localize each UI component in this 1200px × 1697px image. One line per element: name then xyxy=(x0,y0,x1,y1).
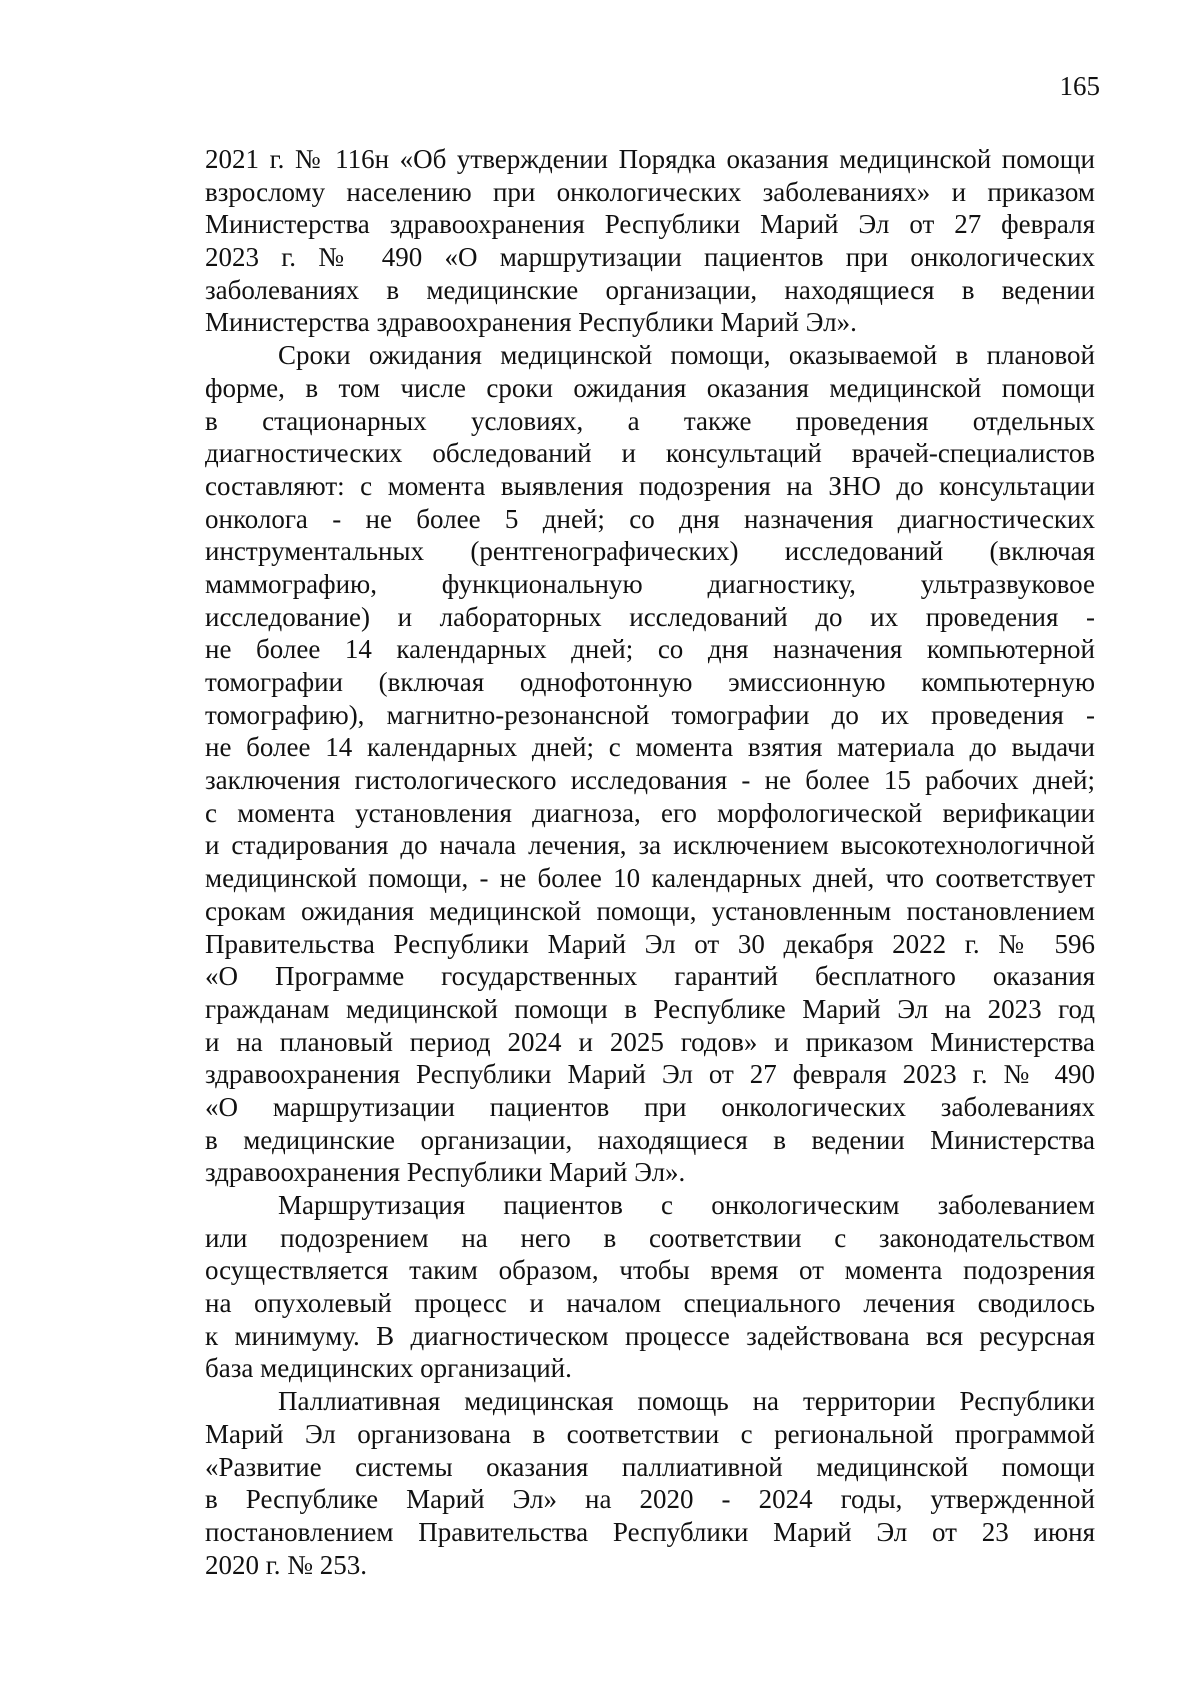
text-line: 2021 г. № 116н «Об утверждении Порядка оказания медицинской помощи xyxy=(205,144,1095,174)
text-line: в стационарных условиях, а также проведения отдельных xyxy=(205,405,1095,436)
text-line: с момента установления диагноза, его морфологической верификации xyxy=(205,797,1095,828)
text-line: не более 14 календарных дней; со дня назначения компьютерной xyxy=(205,634,1095,665)
text-line: исследование) и лабораторных исследований до их проведения - xyxy=(205,601,1095,632)
text-line: 2020 г. № 253. xyxy=(205,1549,368,1580)
text-line: «Развитие системы оказания паллиативной медицинской помощи xyxy=(205,1451,1095,1482)
text-line: Министерства здравоохранения Республики Марий Эл от 27 февраля xyxy=(205,209,1095,240)
text-line: не более 14 календарных дней; с момента взятия материала до выдачи xyxy=(205,732,1095,763)
text-line: онколога - не более 5 дней; со дня назначения диагностических xyxy=(205,503,1095,534)
text-line: «О Программе государственных гарантий бесплатного оказания xyxy=(205,961,1095,992)
text-line: срокам ожидания медицинской помощи, установленным постановлением xyxy=(205,895,1095,926)
text-line: диагностических обследований и консультаций врачей-специалистов xyxy=(205,438,1095,469)
text-line: на опухолевый процесс и началом специального лечения сводилось xyxy=(205,1288,1095,1319)
text-line: постановлением Правительства Республики Марий Эл от 23 июня xyxy=(205,1516,1095,1547)
text-line: составляют: с момента выявления подозрения на ЗНО до консультации xyxy=(205,470,1095,501)
text-line: здравоохранения Республики Марий Эл». xyxy=(205,1157,686,1188)
text-line: заключения гистологического исследования - не более 15 рабочих дней; xyxy=(205,765,1095,796)
page-number: 165 xyxy=(1059,71,1100,101)
paragraph xyxy=(205,1385,1095,1581)
text-line: Правительства Республики Марий Эл от 30 декабря 2022 г. № 596 xyxy=(205,928,1095,959)
text-line: Паллиативная медицинская помощь на территории Республики xyxy=(278,1386,1095,1417)
text-line: инструментальных (рентгенографических) исследований (включая xyxy=(205,536,1095,567)
text-line: «О маршрутизации пациентов при онкологических заболеваниях xyxy=(205,1091,1095,1122)
text-line: Министерства здравоохранения Республики Марий Эл». xyxy=(205,307,857,338)
text-line: гражданам медицинской помощи в Республике Марий Эл на 2023 год xyxy=(205,993,1095,1024)
text-line: томографии (включая однофотонную эмиссионную компьютерную xyxy=(205,667,1095,697)
text-line: здравоохранения Республики Марий Эл от 27 февраля 2023 г. № 490 xyxy=(205,1059,1095,1090)
text-line: Маршрутизация пациентов с онкологическим заболеванием xyxy=(278,1190,1095,1220)
text-line: 2023 г. № 490 «О маршрутизации пациентов при онкологических xyxy=(205,242,1095,273)
paragraph xyxy=(205,143,1095,339)
paragraph xyxy=(205,339,1095,1189)
text-line: в медицинские организации, находящиеся в ведении Министерства xyxy=(205,1124,1095,1155)
text-line: и стадирования до начала лечения, за исключением высокотехнологичной xyxy=(205,830,1095,861)
text-line: медицинской помощи, - не более 10 календарных дней, что соответствует xyxy=(205,863,1095,894)
text-line: Марий Эл организована в соответствии с региональной программой xyxy=(205,1418,1095,1449)
text-line: в Республике Марий Эл» на 2020 - 2024 годы, утвержденной xyxy=(205,1484,1095,1515)
text-line: взрослому населению при онкологических заболеваниях» и приказом xyxy=(205,176,1095,207)
text-line: к минимуму. В диагностическом процессе задействована вся ресурсная xyxy=(205,1320,1095,1351)
text-line: форме, в том числе сроки ожидания оказания медицинской помощи xyxy=(205,372,1095,403)
text-line: заболеваниях в медицинские организации, находящиеся в ведении xyxy=(205,274,1095,305)
text-line: маммографию, функциональную диагностику, ультразвуковое xyxy=(205,568,1095,599)
text-line: и на плановый период 2024 и 2025 годов» и приказом Министерства xyxy=(205,1026,1095,1057)
document-body xyxy=(205,143,1095,1581)
text-line: база медицинских организаций. xyxy=(205,1353,572,1384)
text-line: осуществляется таким образом, чтобы время от момента подозрения xyxy=(205,1255,1095,1286)
text-line: томографию), магнитно-резонансной томографии до их проведения - xyxy=(205,699,1095,730)
paragraph xyxy=(205,1189,1095,1385)
text-line: или подозрением на него в соответствии с законодательством xyxy=(205,1222,1095,1253)
text-line: Сроки ожидания медицинской помощи, оказываемой в плановой xyxy=(278,340,1095,371)
